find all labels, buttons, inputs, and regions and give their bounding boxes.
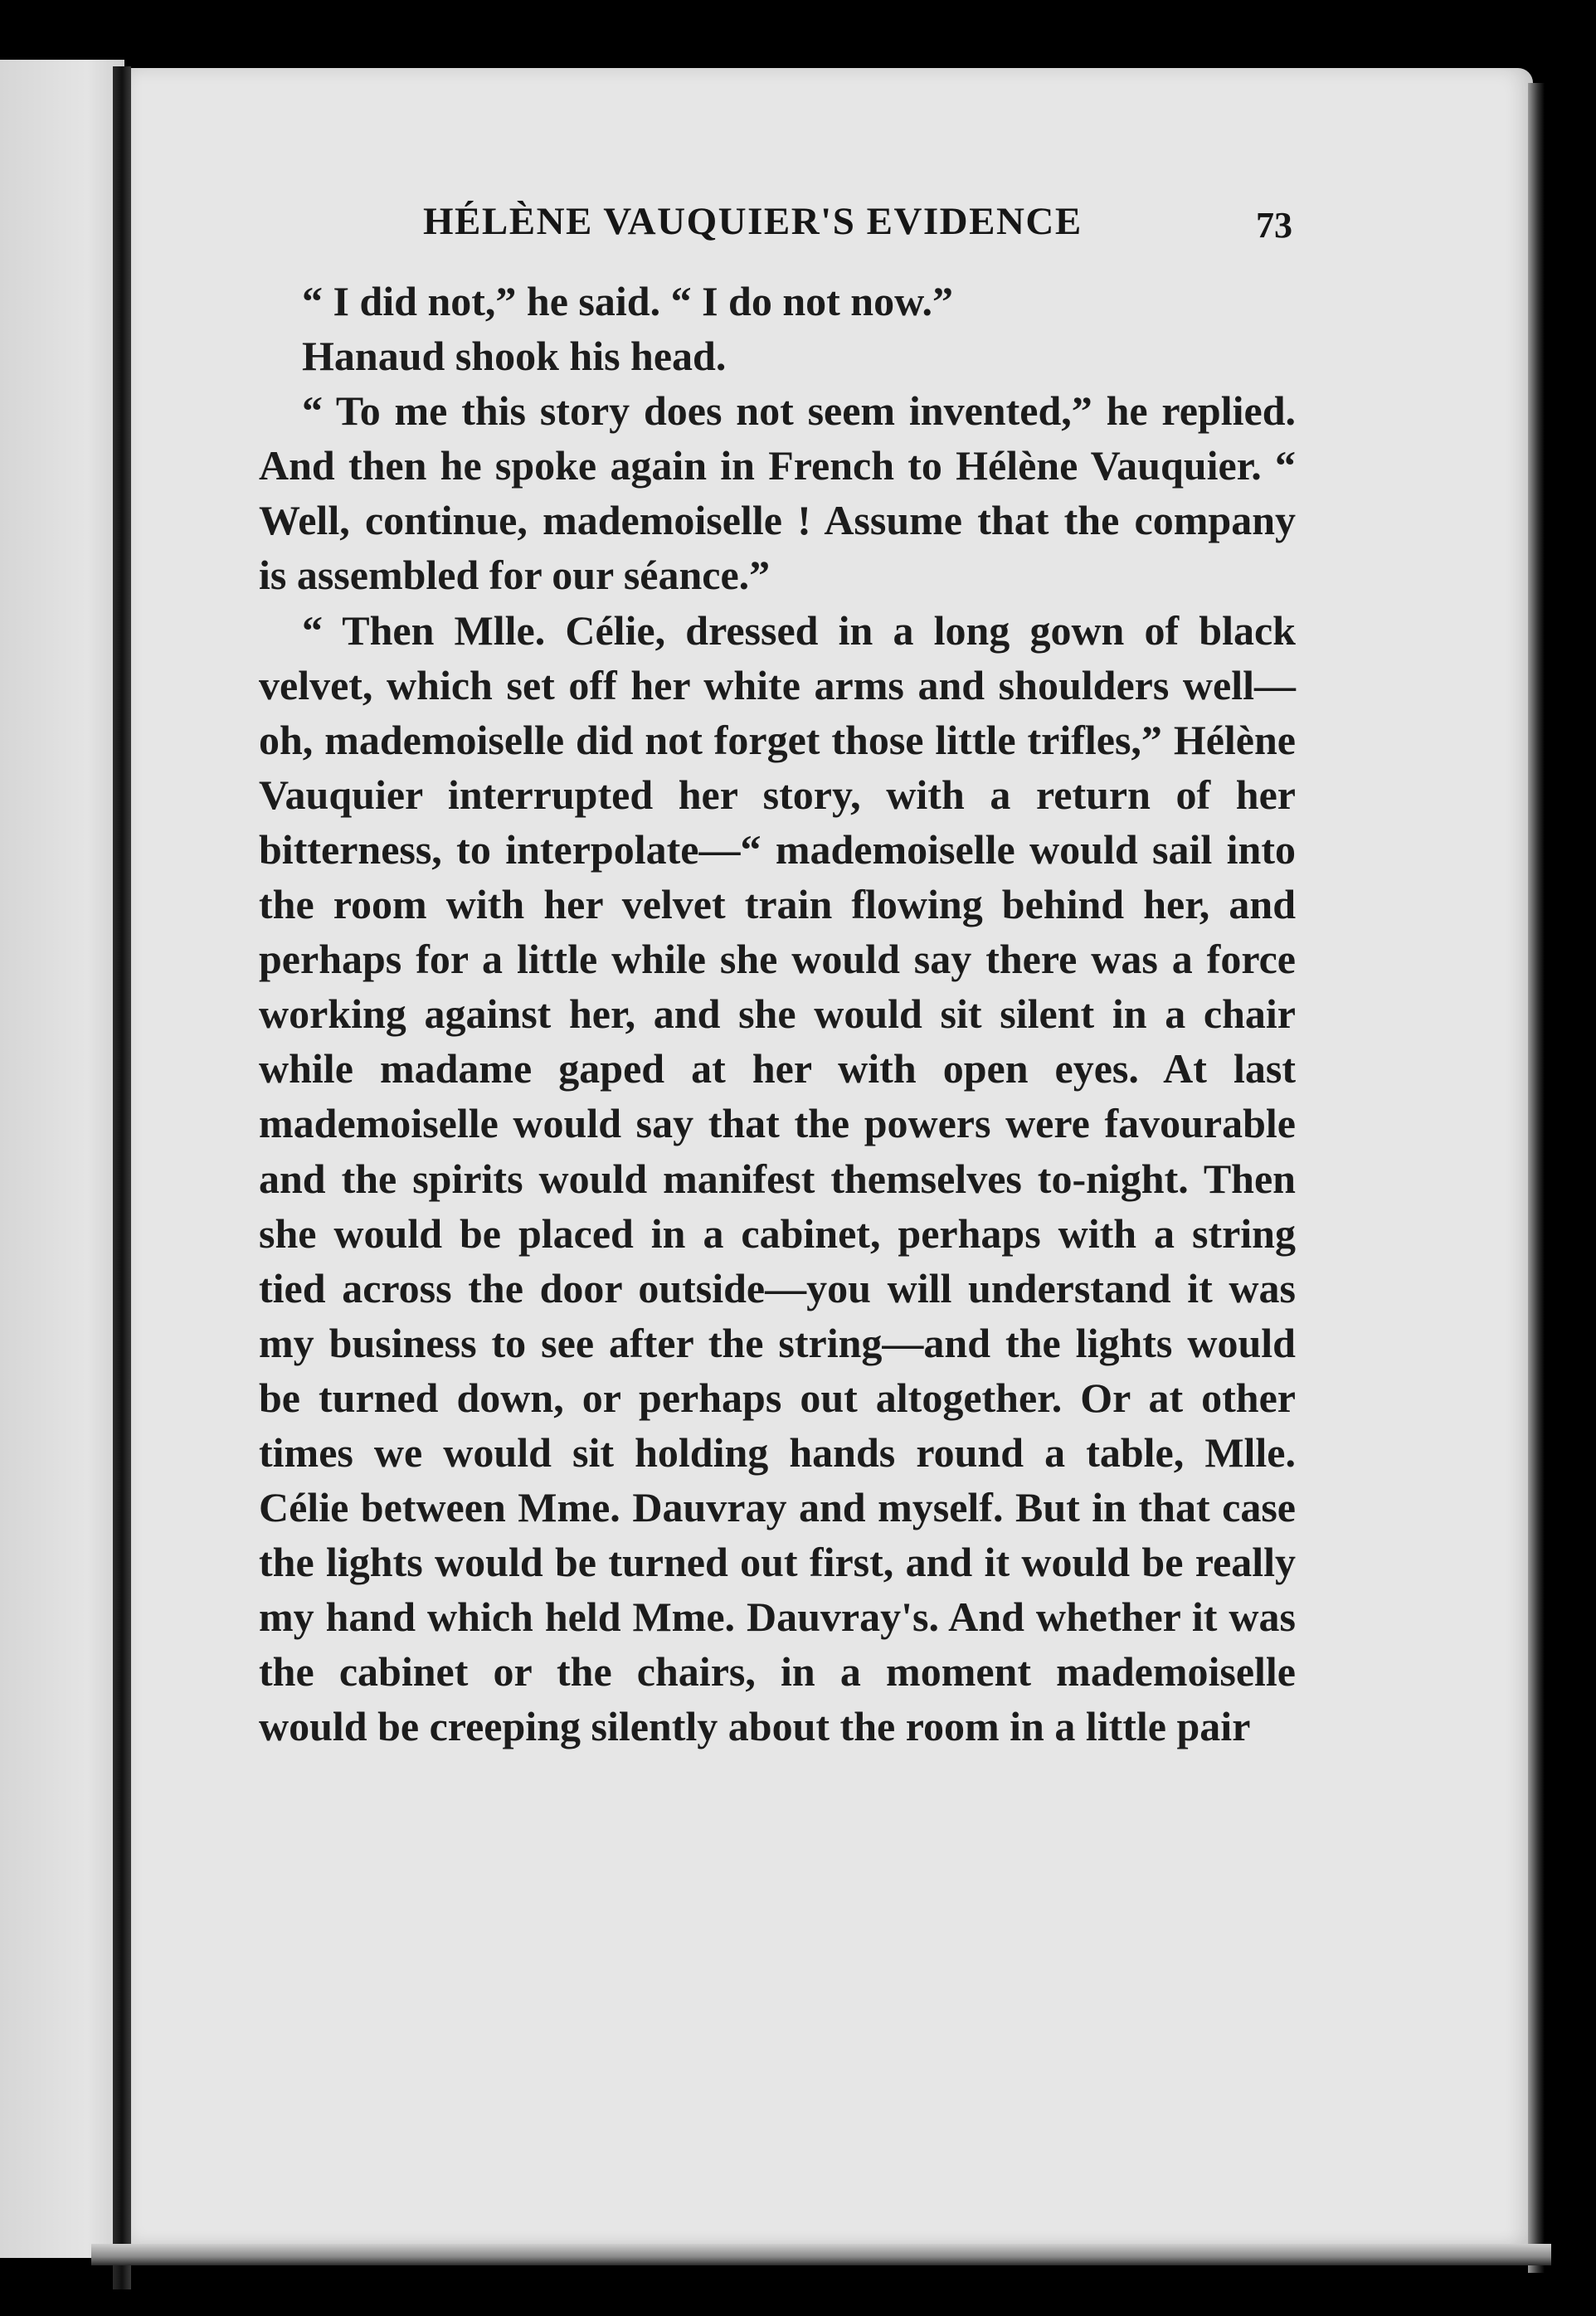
page-number: 73 — [1256, 205, 1292, 246]
running-title: HÉLÈNE VAUQUIER'S EVIDENCE — [423, 200, 1083, 243]
paragraph-1: “ I did not,” he said. “ I do not now.” — [302, 278, 953, 324]
facing-page-edge — [0, 60, 124, 2258]
book-gutter — [113, 66, 131, 2289]
page-right-edge — [1528, 83, 1545, 2273]
paragraph-3: “ To me this story does not seem invented,” he replied. And then he spoke again in French to Hélène Vauquier. “ Well, continue, mademoiselle ! Assume that the company is assembled for our séance.” — [259, 387, 1296, 599]
body-text — [259, 274, 1296, 1754]
page-bottom-edge — [91, 2244, 1551, 2265]
paragraph-4: “ Then Mlle. Célie, dressed in a long gown of black velvet, which set off her white arms and shoulders well—oh, mademoiselle did not forget those little trifles,” Hélène Vauquier interrupted her story, with a return of her bitterness, to interpolate—“ mademoiselle would sail into the room with her velvet train flowing behind her, and perhaps for a little while she would say there was a force working against her, and she would sit silent in a chair while madame gaped at her with open eyes. At last mademoiselle would say that the powers were favourable and the spirits would manifest themselves to-night. Then she would be placed in a cabinet, perhaps with a string tied across the door outside—you will understand it was my business to see after the string—and the lights would be turned down, or perhaps out altogether. Or at other times we would sit holding hands round a table, Mlle. Célie between Mme. Dauvray and myself. But in that case the lights would be turned out first, and it would be really my hand which held Mme. Dauvray's. And whether it was the cabinet or the chairs, in a moment mademoiselle would be creeping silently about the room in a little pair — [259, 606, 1296, 1750]
paragraph-2: Hanaud shook his head. — [302, 333, 727, 380]
page-header — [257, 199, 1292, 249]
